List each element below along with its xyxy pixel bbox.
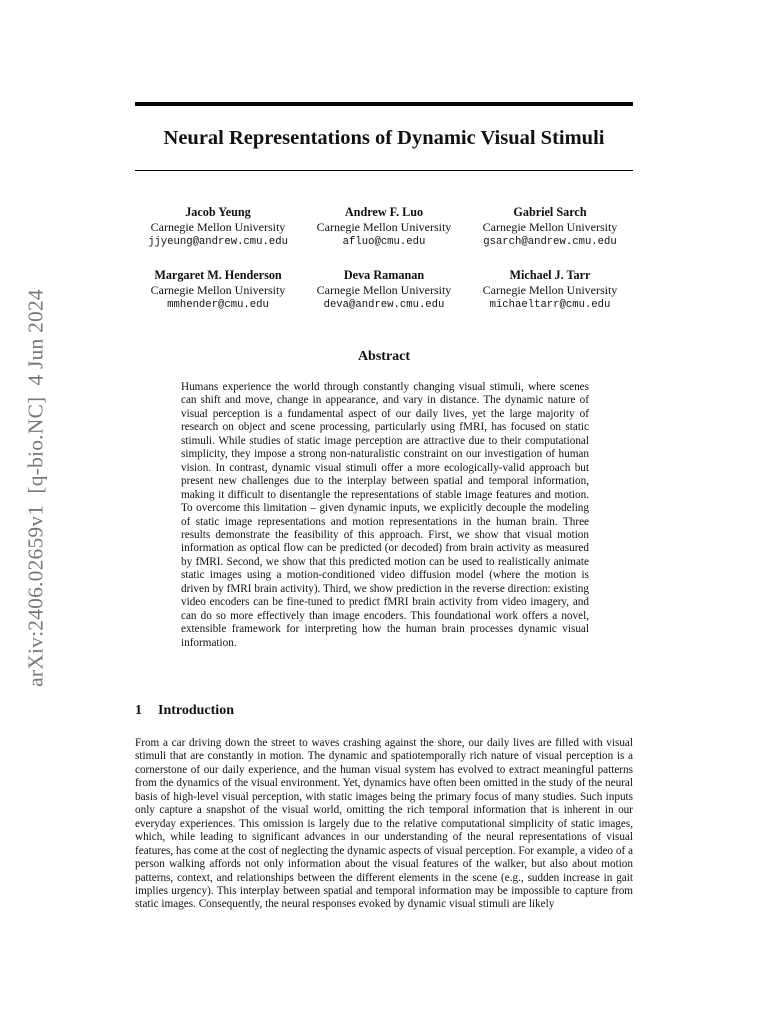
- author-block: [135, 205, 633, 313]
- author-email: afluo@cmu.edu: [342, 236, 426, 248]
- section-number: 1: [135, 703, 142, 718]
- author-name: Deva Ramanan: [343, 268, 425, 282]
- author-affiliation: Carnegie Mellon University: [150, 283, 286, 297]
- author-email: michaeltarr@cmu.edu: [489, 299, 611, 311]
- arxiv-identifier-text: arXiv:2406.02659v1 [q-bio.NC] 4 Jun 2024: [23, 289, 48, 687]
- section-heading: [135, 703, 234, 719]
- title-top-rule: [135, 102, 633, 106]
- author-email: mmhender@cmu.edu: [167, 299, 269, 311]
- author-affiliation: Carnegie Mellon University: [316, 220, 452, 234]
- author-name: Andrew F. Luo: [344, 205, 424, 219]
- author-affiliation: Carnegie Mellon University: [316, 283, 452, 297]
- arxiv-identifier-stamp: [0, 0, 70, 1024]
- author-name: Jacob Yeung: [185, 205, 251, 219]
- author-email: gsarch@andrew.cmu.edu: [483, 236, 617, 248]
- author-email: deva@andrew.cmu.edu: [323, 299, 445, 311]
- abstract-text: Humans experience the world through constantly changing visual stimuli, where scenes can shift and move, change in appearance, and vary in distance. The dynamic nature of visual perception is a fundamental aspect of our daily lives, yet the large majority of research on object and scene processing, particularly using fMRI, has focused on static stimuli. While studies of static image perception are attractive due to their computational simplicity, they impose a strong non-naturalistic constraint on our investigation of human vision. In contrast, dynamic visual stimuli offer a more ecologically-valid approach but present new challenges due to the interplay between spatial and temporal information, making it difficult to disentangle the representations of stable image features and motion. To overcome this limitation – given dynamic inputs, we explicitly decouple the modeling of static image representations and motion representations in the human brain. Three results demonstrate the feasibility of this approach. First, we show that visual motion information as optical flow can be predicted (or decoded) from brain activity as measured by fMRI. Second, we show that this predicted motion can be used to realistically animate static images using a motion-conditioned video diffusion model (where the motion is driven by fMRI brain activity). Third, we show prediction in the reverse direction: existing video encoders can be fine-tuned to predict fMRI brain activity from video imagery, and can do so more effectively than image encoders. This foundational work offers a novel, extensible framework for interpreting how the human brain processes dynamic visual information.: [181, 381, 589, 649]
- author-email: jjyeung@andrew.cmu.edu: [148, 236, 288, 248]
- abstract-heading: Abstract: [357, 349, 411, 364]
- author-entry: [301, 268, 467, 313]
- author-entry: [301, 205, 467, 250]
- author-entry: [135, 268, 301, 313]
- section-body-text: From a car driving down the street to waves crashing against the shore, our daily lives are filled with visual stimuli that are constantly in motion. The dynamic and spatiotemporally rich nature of visual perception is a cornerstone of our daily experience, and the human visual system has evolved to extract meaningful patterns from the dynamics of the visual environment. Yet, dynamics have often been omitted in the study of the neural basis of high-level visual perception, with static images being the primary focus of many studies. Such inputs only capture a snapshot of the visual world, omitting the rich temporal information that is inherent in our everyday experiences. This omission is largely due to the relative computational simplicity of static images, which, while leading to significant advances in our understanding of the neural representations of visual features, has come at the cost of neglecting the dynamic aspects of visual perception. For example, a video of a person walking affords not only information about the visual features of the walker, but also about motion patterns, context, and relationships between the different elements in the scene (e.g., sudden increase in gait implies urgency). This interplay between spatial and temporal information may be impossible to capture from static images. Consequently, the neural responses evoked by dynamic visual stimuli are likely: [135, 737, 633, 911]
- author-name: Gabriel Sarch: [513, 205, 587, 219]
- author-entry: [467, 205, 633, 250]
- section-title: Introduction: [158, 703, 234, 718]
- author-entry: [135, 205, 301, 250]
- author-affiliation: Carnegie Mellon University: [482, 220, 618, 234]
- author-affiliation: Carnegie Mellon University: [150, 220, 286, 234]
- author-name: Margaret M. Henderson: [154, 268, 282, 282]
- author-entry: [467, 268, 633, 313]
- author-affiliation: Carnegie Mellon University: [482, 283, 618, 297]
- paper-title: Neural Representations of Dynamic Visual Stimuli: [163, 127, 605, 149]
- title-bottom-rule: [135, 170, 633, 171]
- author-name: Michael J. Tarr: [509, 268, 591, 282]
